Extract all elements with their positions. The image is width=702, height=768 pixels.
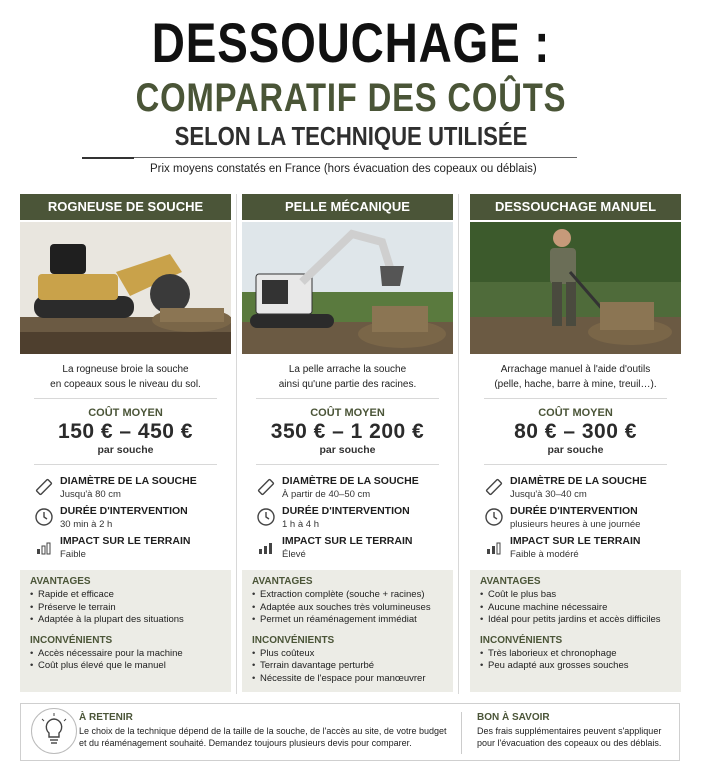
cost-unit: par souche	[319, 444, 376, 456]
spec-diameter	[478, 475, 681, 505]
ruler-icon	[256, 477, 276, 497]
page-tagline: SELON LA TECHNIQUE UTILISÉE	[174, 121, 528, 151]
pros-cons-panel	[20, 570, 231, 692]
spec-diameter	[250, 475, 453, 505]
column-title: PELLE MÉCANIQUE	[242, 194, 453, 220]
divider	[34, 464, 217, 465]
cons-list	[252, 648, 443, 686]
spec-title: DURÉE D'INTERVENTION	[60, 505, 188, 517]
caption-line: en copeaux sous le niveau du sol.	[50, 379, 201, 390]
cost-value: 350 € – 1 200 €	[270, 420, 425, 443]
cons-list	[30, 648, 221, 673]
column-pelle	[242, 194, 453, 694]
bar-level-icon	[484, 537, 504, 557]
spec-title: IMPACT SUR LE TERRAIN	[60, 535, 191, 547]
pros-cons-panel	[242, 570, 453, 692]
spec-list	[470, 475, 681, 565]
pros-title: AVANTAGES	[252, 576, 313, 587]
clock-icon	[484, 507, 504, 527]
bar-level-icon	[256, 537, 276, 557]
list-item: • Extraction complète (souche + racines)	[252, 589, 443, 602]
spec-value: À partir de 40–50 cm	[282, 489, 371, 500]
list-item: • Peu adapté aux grosses souches	[480, 660, 671, 673]
spec-list	[20, 475, 231, 565]
lightbulb-icon	[31, 708, 77, 754]
cost-label: COÛT MOYEN	[538, 407, 613, 419]
divider	[484, 398, 667, 399]
list-item: • Plus coûteux	[252, 648, 443, 661]
footer-divider	[461, 712, 462, 754]
header-divider-accent	[82, 157, 134, 159]
spec-value: 1 h à 4 h	[282, 519, 319, 530]
cost-value: 80 € – 300 €	[514, 420, 637, 443]
manual-removal-photo	[470, 222, 681, 354]
spec-list	[242, 475, 453, 565]
spec-duration	[478, 505, 681, 535]
technique-caption	[470, 362, 681, 396]
cost-label: COÛT MOYEN	[88, 407, 163, 419]
spec-title: DIAMÈTRE DE LA SOUCHE	[60, 475, 197, 487]
caption-line: La rogneuse broie la souche	[62, 364, 189, 375]
list-item: • Idéal pour petits jardins et accès difficiles	[480, 614, 671, 627]
column-divider	[458, 194, 459, 694]
spec-title: DIAMÈTRE DE LA SOUCHE	[282, 475, 419, 487]
spec-value: 30 min à 2 h	[60, 519, 113, 530]
cost-unit: par souche	[547, 444, 604, 456]
cons-title: INCONVÉNIENTS	[252, 634, 335, 646]
price-note: Prix moyens constatés en France (hors évacuation des copeaux ou déblais)	[150, 163, 537, 175]
pros-cons-panel	[470, 570, 681, 692]
spec-value: Jusqu'à 80 cm	[60, 489, 121, 500]
list-item: • Coût plus élevé que le manuel	[30, 660, 221, 673]
good-to-know-text: Des frais supplémentaires peuvent s'appliquer pour l'évacuation des copeaux ou des déblais.	[477, 726, 662, 748]
ruler-icon	[484, 477, 504, 497]
list-item: • Adaptée aux souches très volumineuses	[252, 602, 443, 615]
spec-duration	[28, 505, 231, 535]
column-divider	[236, 194, 237, 694]
good-to-know-title: BON À SAVOIR	[477, 712, 550, 723]
cost-unit: par souche	[97, 444, 154, 456]
bar-level-icon	[34, 537, 54, 557]
list-item: • Coût le plus bas	[480, 589, 671, 602]
spec-title: DIAMÈTRE DE LA SOUCHE	[510, 475, 647, 487]
cost-label: COÛT MOYEN	[310, 407, 385, 419]
caption-line: ainsi qu'une partie des racines.	[278, 379, 417, 390]
technique-caption	[242, 362, 453, 396]
page-subtitle: COMPARATIF DES COÛTS	[135, 76, 567, 120]
divider	[484, 464, 667, 465]
cons-title: INCONVÉNIENTS	[30, 634, 113, 646]
spec-title: DURÉE D'INTERVENTION	[510, 505, 638, 517]
spec-value: Faible à modéré	[510, 549, 579, 560]
spec-impact	[250, 535, 453, 565]
pros-list	[30, 589, 221, 627]
cost-value: 150 € – 450 €	[58, 420, 193, 443]
footer-box	[20, 703, 680, 761]
list-item: • Aucune machine nécessaire	[480, 602, 671, 615]
spec-impact	[478, 535, 681, 565]
ruler-icon	[34, 477, 54, 497]
list-item: • Permet un réaménagement immédiat	[252, 614, 443, 627]
cons-title: INCONVÉNIENTS	[480, 634, 563, 646]
clock-icon	[256, 507, 276, 527]
spec-impact	[28, 535, 231, 565]
spec-title: IMPACT SUR LE TERRAIN	[282, 535, 413, 547]
caption-line: (pelle, hache, barre à mine, treuil…).	[494, 379, 657, 390]
list-item: • Rapide et efficace	[30, 589, 221, 602]
spec-duration	[250, 505, 453, 535]
caption-line: La pelle arrache la souche	[288, 364, 407, 375]
excavator-photo	[242, 222, 453, 354]
page-title: DESSOUCHAGE :	[151, 11, 551, 74]
column-manuel	[470, 194, 681, 694]
spec-title: DURÉE D'INTERVENTION	[282, 505, 410, 517]
pros-list	[480, 589, 671, 627]
pros-title: AVANTAGES	[480, 576, 541, 587]
spec-value: Élevé	[282, 549, 306, 560]
key-takeaway-text: Le choix de la technique dépend de la taille de la souche, de l'accès au site, de votre budget et du réaménagement souhaité. Demandez toujours plusieurs devis pour comparer.	[79, 726, 447, 748]
cons-list	[480, 648, 671, 673]
list-item: • Préserve le terrain	[30, 602, 221, 615]
spec-title: IMPACT SUR LE TERRAIN	[510, 535, 641, 547]
list-item: • Adaptée à la plupart des situations	[30, 614, 221, 627]
clock-icon	[34, 507, 54, 527]
pros-list	[252, 589, 443, 627]
stump-grinder-photo	[20, 222, 231, 354]
list-item: • Très laborieux et chronophage	[480, 648, 671, 661]
column-title: DESSOUCHAGE MANUEL	[470, 194, 681, 220]
pros-title: AVANTAGES	[30, 576, 91, 587]
spec-value: Jusqu'à 30–40 cm	[510, 489, 587, 500]
key-takeaway-title: À RETENIR	[79, 712, 133, 723]
column-title: ROGNEUSE DE SOUCHE	[20, 194, 231, 220]
caption-line: Arrachage manuel à l'aide d'outils	[500, 364, 651, 375]
divider	[256, 464, 439, 465]
spec-value: plusieurs heures à une journée	[510, 519, 641, 530]
spec-value: Faible	[60, 549, 86, 560]
list-item: • Accès nécessaire pour la machine	[30, 648, 221, 661]
column-rogneuse	[20, 194, 231, 694]
divider	[256, 398, 439, 399]
divider	[34, 398, 217, 399]
spec-diameter	[28, 475, 231, 505]
list-item: • Terrain davantage perturbé	[252, 660, 443, 673]
header-divider	[82, 157, 577, 158]
list-item: • Nécessite de l'espace pour manœuvrer	[252, 673, 443, 686]
technique-caption	[20, 362, 231, 396]
